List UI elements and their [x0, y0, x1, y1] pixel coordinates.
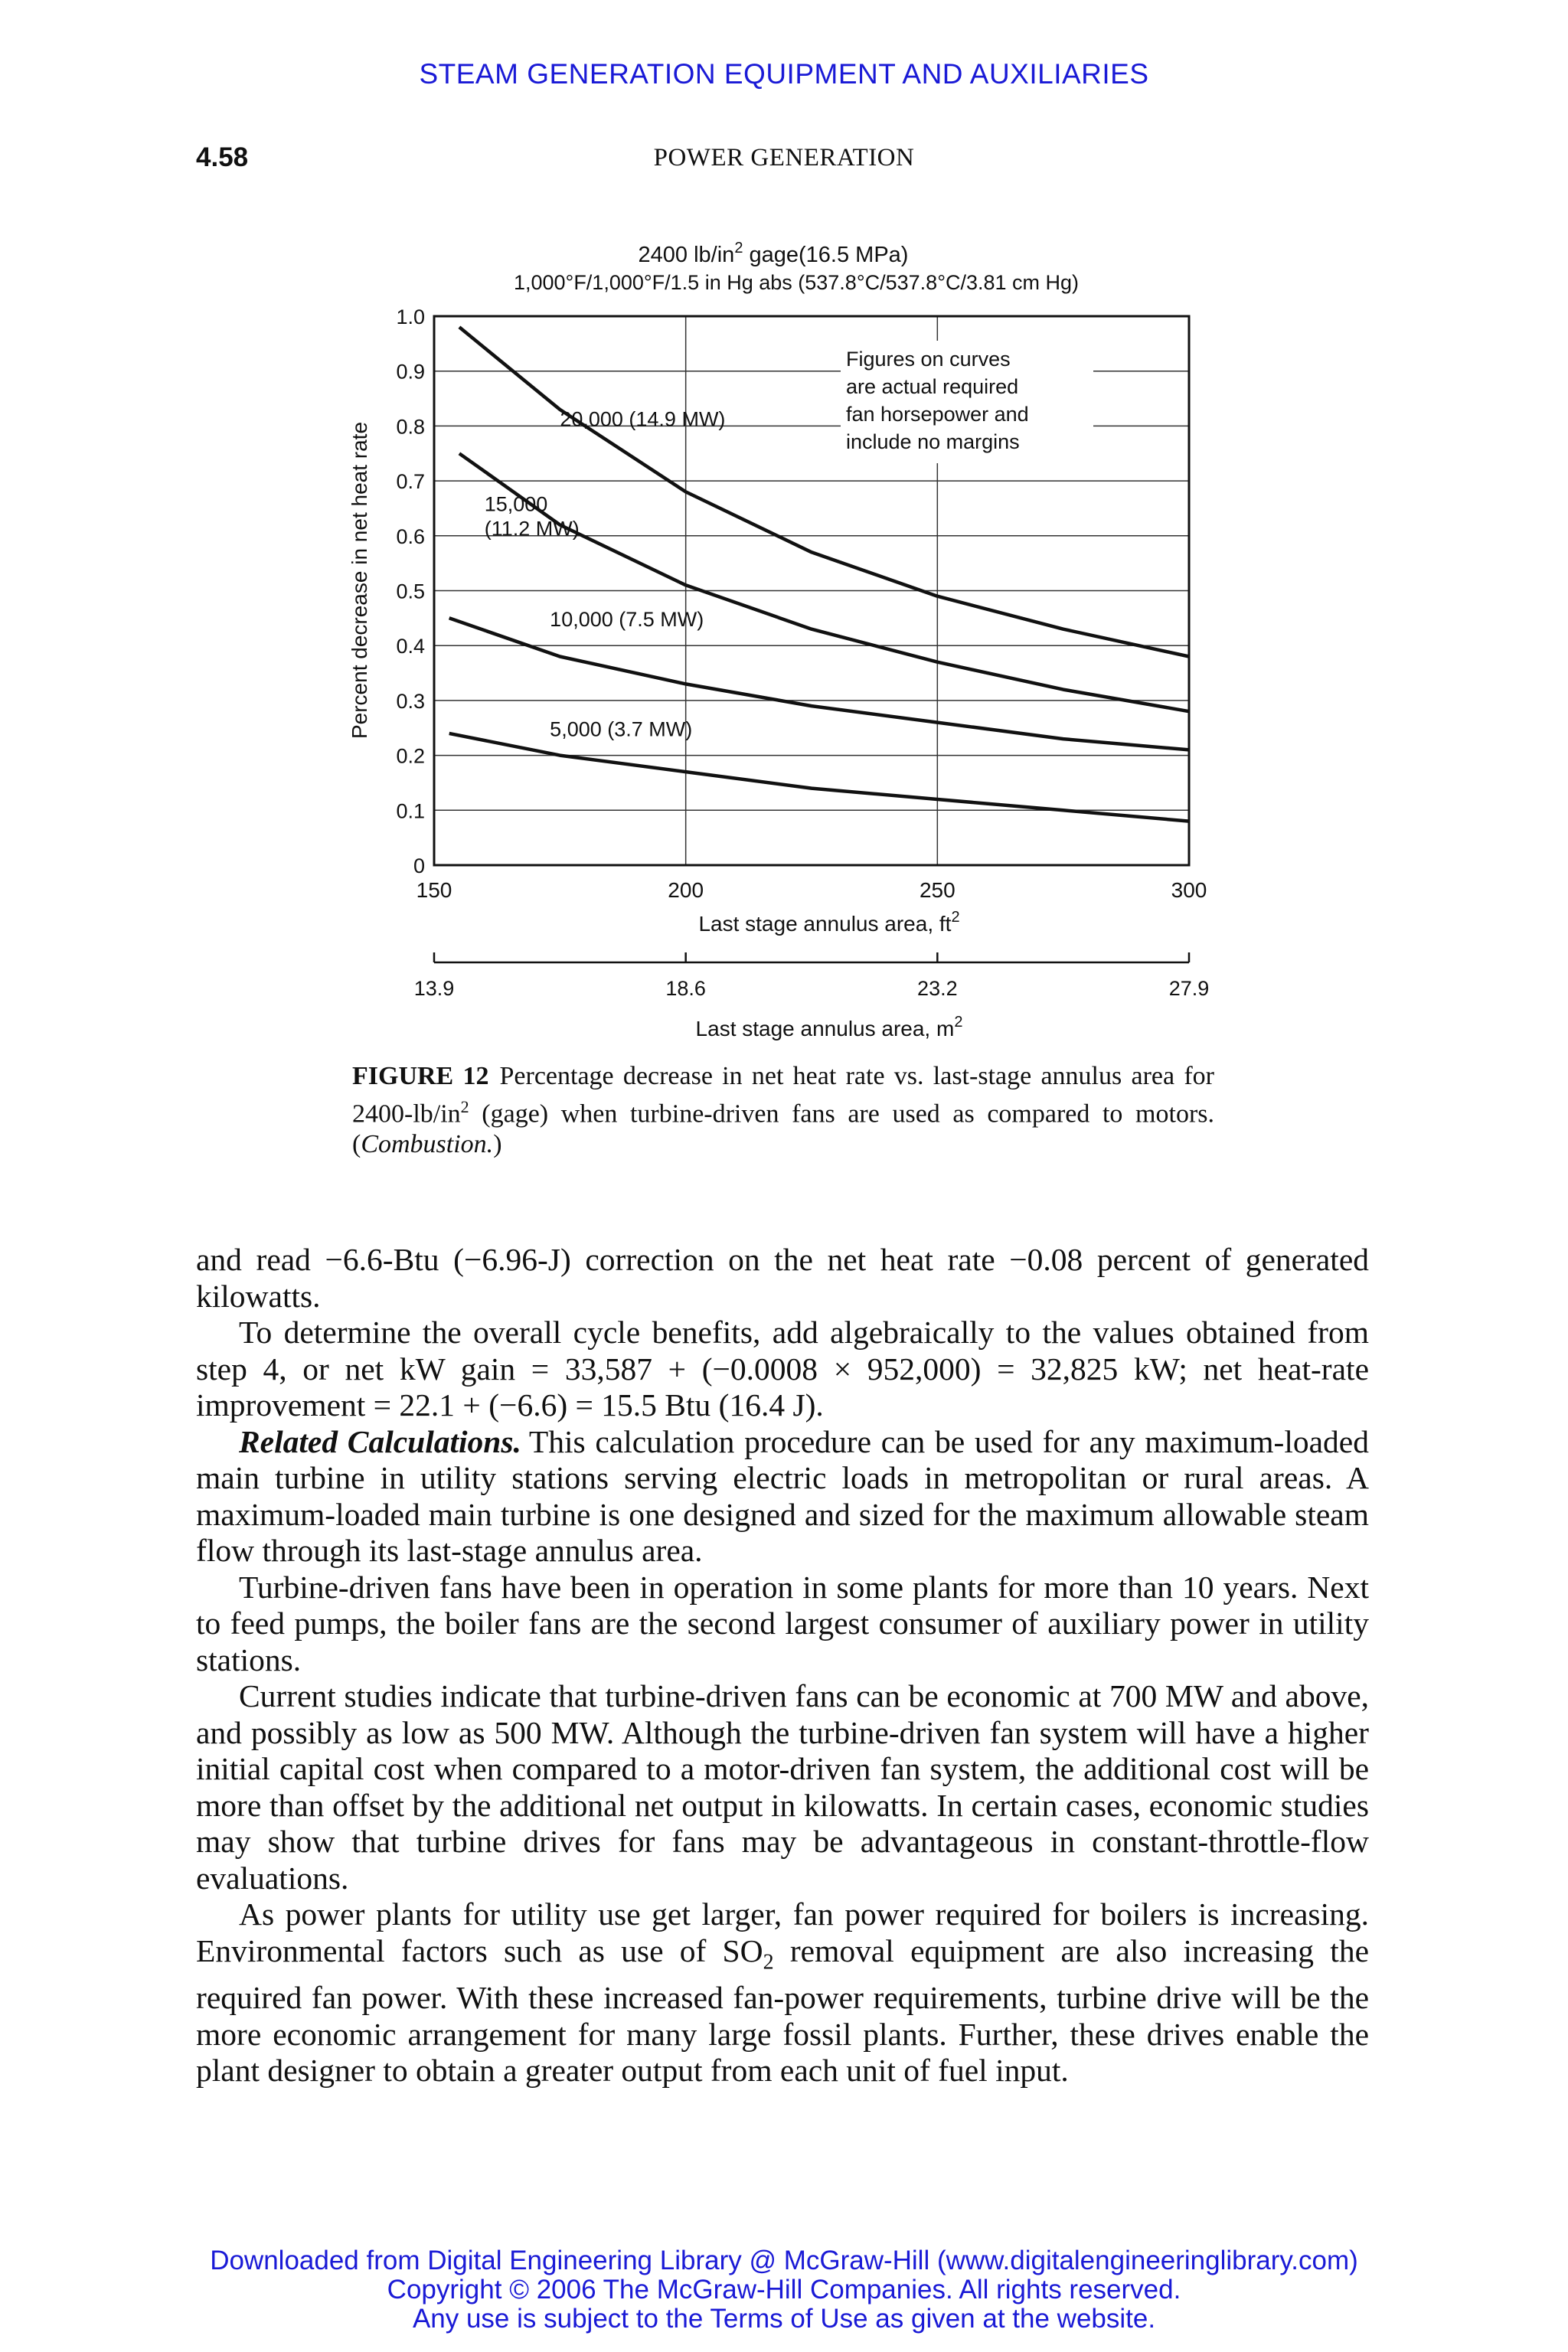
caption-source: Combustion. — [361, 1130, 494, 1159]
y-tick-label: 0 — [413, 854, 425, 877]
chart-y-axis-label: Percent decrease in net heat rate — [348, 421, 371, 740]
footer — [0, 2246, 1568, 2334]
secondary-x-tick-label: 27.9 — [1168, 977, 1210, 1000]
x-tick-label: 150 — [416, 878, 452, 902]
series-curve — [449, 733, 1189, 822]
caption-text-continued: (gage) when turbine-driven fans are used as compared to motors. ( — [352, 1099, 1214, 1159]
section-heading: Related Calculations. — [239, 1423, 521, 1459]
paragraph-text: This calculation procedure can be used for any maximum-loaded main turbine in utility stations serving electric loads in metropolitan or rural areas. A maximum-loaded main turbine is one designed and sized for the maximum allowable steam flow through its last-stage annulus area. — [196, 1423, 1369, 1568]
secondary-x-tick-label: 18.6 — [665, 977, 706, 1000]
figure-label: FIGURE 12 — [352, 1062, 489, 1090]
x-tick-label: 200 — [668, 878, 704, 902]
paragraph-text: As power plants for utility use get larger, fan power required for boilers is increasing. Environmental factors such as use of SO — [196, 1896, 1369, 1968]
y-tick-label: 0.7 — [396, 470, 425, 494]
y-tick-label: 0.2 — [396, 744, 425, 768]
note-line: Figures on curves — [846, 348, 1011, 371]
y-tick-label: 0.6 — [396, 524, 425, 548]
header-banner: STEAM GENERATION EQUIPMENT AND AUXILIARIES — [419, 58, 1149, 90]
y-tick-label: 0.8 — [396, 415, 425, 439]
subscript: 2 — [763, 1949, 774, 1974]
series-label: 15,000 (11.2 MW) — [484, 492, 580, 541]
series-label: 5,000 (3.7 MW) — [550, 717, 693, 741]
note-line: are actual required — [846, 375, 1019, 398]
series-label: 10,000 (7.5 MW) — [550, 608, 704, 632]
footer-download-line[interactable]: Downloaded from Digital Engineering Library @ McGraw-Hill (www.digitalengineeringlibrary.com) — [210, 2246, 1358, 2275]
note-line: fan horsepower and — [846, 403, 1029, 426]
paragraph: To determine the overall cycle benefits, add algebraically to the values obtained from step 4, or net kW gain = 33,587 + (−0.0008 × 952,000) = 32,825 kW; net heat-rate improvement = 22.1 + (−6.6) = 15.5 Btu (16.4 J). — [196, 1315, 1369, 1423]
footer-terms-line[interactable]: Any use is subject to the Terms of Use as given at the website. — [412, 2304, 1156, 2334]
chart-title-line2: 1,000°F/1,000°F/1.5 in Hg abs (537.8°C/537.8°C/3.81 cm Hg) — [513, 271, 1080, 294]
figure-caption — [352, 1061, 1214, 1160]
running-title: POWER GENERATION — [653, 144, 915, 172]
x-tick-label: 250 — [919, 878, 956, 902]
paragraph-text-continued: removal equipment are also increasing the required fan power. With these increased fan-power requirements, turbine drive will be the more economic arrangement for many large fossil plants. Further, these drives enable the plant designer to obtain a greater output from each unit of fuel input. — [196, 1932, 1369, 2089]
y-tick-label: 0.9 — [396, 360, 425, 384]
paragraph — [196, 1424, 1369, 1570]
paragraph: Current studies indicate that turbine-driven fans can be economic at 700 MW and above, and possibly as low as 500 MW. Although the turbine-driven fan system will have a higher initial capital cost when compared to a motor-driven fan system, the additional cost will be more than offset by the additional net output in kilowatts. In certain cases, economic studies may show that turbine drives for fans may be advantageous in constant-throttle-flow evaluations. — [196, 1678, 1369, 1896]
footer-copyright-line[interactable]: Copyright © 2006 The McGraw-Hill Companies. All rights reserved. — [387, 2275, 1181, 2305]
secondary-x-tick-label: 23.2 — [917, 977, 958, 1000]
page-number: 4.58 — [196, 142, 249, 172]
note-line: include no margins — [846, 430, 1020, 453]
caption-close: ) — [493, 1130, 502, 1159]
paragraph: and read −6.6-Btu (−6.96-J) correction on the net heat rate −0.08 percent of generated kilowatts. — [196, 1242, 1369, 1314]
series-curve — [459, 453, 1189, 711]
paragraph — [196, 1896, 1369, 2089]
caption-text: Percentage decrease in net heat rate vs. last-stage annulus area for 2400-lb/in — [352, 1062, 1214, 1129]
x-tick-label: 300 — [1171, 878, 1207, 902]
y-tick-label: 1.0 — [396, 305, 425, 328]
y-tick-label: 0.3 — [396, 689, 425, 713]
y-tick-label: 0.1 — [396, 799, 425, 823]
body-text — [196, 1242, 1369, 2089]
series-label: 20,000 (14.9 MW) — [560, 407, 726, 431]
secondary-x-tick-label: 13.9 — [413, 977, 455, 1000]
chart-title-line1: 2400 $lb/in^2$ gage(16.5 MPa) — [638, 240, 909, 267]
y-tick-label: 0.4 — [396, 635, 425, 658]
chart-secondary-x-axis-label: Last stage annulus area, $m^2$ — [695, 1014, 963, 1040]
figure-chart — [0, 0, 1568, 1057]
y-tick-label: 0.5 — [396, 580, 425, 603]
caption-superscript: 2 — [460, 1097, 469, 1116]
chart-x-axis-label: Last stage annulus area, $ft^2$ — [698, 909, 960, 936]
paragraph: Turbine-driven fans have been in operation in some plants for more than 10 years. Next to feed pumps, the boiler fans are the second largest consumer of auxiliary power in utility stations. — [196, 1569, 1369, 1677]
